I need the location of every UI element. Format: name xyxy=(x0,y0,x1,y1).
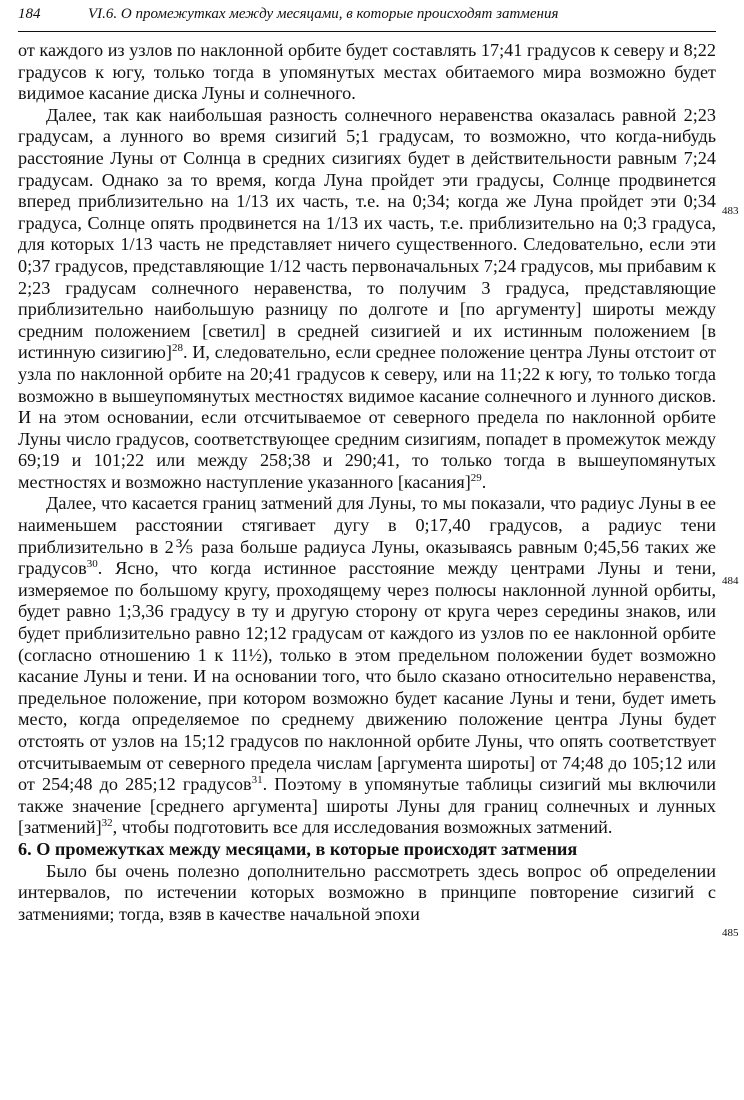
margin-number-484: 484 xyxy=(722,575,739,587)
footnote-ref-30: 30 xyxy=(86,558,98,571)
paragraph-1 xyxy=(18,40,716,105)
header-rule xyxy=(18,31,716,32)
footnote-ref-29: 29 xyxy=(470,471,482,484)
paragraph-3-text-b: . Ясно, что когда истинное расстояние между центрами Луны и тени, измеряемое по большому кругу, проходящему через полюсы наклонной лунной орбиты, будет равно 1;3,36 градусу в ту и другую сторону от круга через середины знаков, или будет приблизительно равно 12;12 градусам от каждого из узлов по ее наклонной орбите (согласно отношению 1 к 11½), только в этом предельном положении будет возможно касание Луны и тени. И на основании того, что было сказано относительно неравенства, предельное положение, при котором возможно будет касание Луны и тени, будет иметь место, когда определяемое по среднему движению положение центра Луны будет отстоять от узлов на 15;12 градусов по наклонной орбите Луны, что опять соответствует отсчитываемым от северного предела числам [аргумента широты] от 74;48 до 105;12 или от 254;48 до 285;12 градусов xyxy=(18,558,716,795)
paragraph-3 xyxy=(18,493,716,839)
page-number: 184 xyxy=(18,6,41,22)
margin-number-485: 485 xyxy=(722,927,739,939)
paragraph-2-text-c: . xyxy=(481,471,487,492)
margin-number-483: 483 xyxy=(722,205,739,217)
paragraph-3-text-a: Далее, что касается границ затмений для Луны, то мы показали, что радиус Луны в ее наименьшем расстоянии стягивает дугу в 0;17,40 градусов, а радиус тени приблизительно в 2⅗ раза больше радиуса Луны, оказываясь равным 0;45,56 таких же градусов xyxy=(18,493,716,579)
paragraph-4: Было бы очень полезно дополнительно рассмотреть здесь вопрос об определении интервалов, по истечении которых возможно в принципе повторение сизигий с затмениями; тогда, взяв в качестве начальной эпохи xyxy=(18,860,716,924)
paragraph-1-text: от каждого из узлов по наклонной орбите будет составлять 17;41 градусов к северу и 8;22 градусов к югу, только тогда в упомянутых местах обитаемого мира возможно будет видимое касание диска Луны и солнечного. xyxy=(18,40,716,104)
paragraph-2 xyxy=(18,105,716,494)
footnote-ref-32: 32 xyxy=(101,817,113,830)
running-header xyxy=(18,2,716,26)
paragraph-3-text-c: . Поэтому в упомянутые таблицы сизигий мы включили также значение [среднего аргумента] широты Луны для границ солнечных и лунных [затмений] xyxy=(18,774,716,838)
paragraph-2-text-b: . И, следовательно, если среднее положение центра Луны отстоит от узла по наклонной орбите на 20;41 градусов к северу, или на 11;22 к югу, то только тогда возможно в вышеупомянутых местностях видимое касание солнечного и лунного дисков. И на этом основании, если отсчитываемое от северного предела по наклонной орбите Луны число градусов, соответствующее средним сизигиям, попадет в промежуток между 69;19 и 101;22 или между 258;38 и 290;41, то только тогда в вышеупомянутых местностях и возможно наступление указанного [касания] xyxy=(18,342,716,492)
footnote-ref-28: 28 xyxy=(171,342,183,355)
footnote-ref-31: 31 xyxy=(251,774,263,787)
running-title: VI.6. О промежутках между месяцами, в которые происходят затмения xyxy=(88,6,559,22)
paragraph-2-text-a: Далее, так как наибольшая разность солнечного неравенства оказалась равной 2;23 градусам, а лунного во время сизигий 5;1 градусам, то возможно, что когда-нибудь расстояние Луны от Солнца в средних сизигиях будет в действительности равным 7;24 градусам. Однако за то время, когда Луна пройдет эти градусы, Солнце продвинется вперед приблизительно на 1/13 их часть, т.е. на 0;34; когда же Луна пройдет эти 0;34 градуса, Солнце опять продвинется на 1/13 их часть, т.е. приблизительно на 0;3 градуса, для которых 1/13 часть не представляет ничего существенного. Следовательно, если эти 0;37 градусов, представляющие 1/12 часть первоначальных 7;24 градусов, мы прибавим к 2;23 градусам солнечного неравенства, то получим 3 градуса, представляющие приблизительно наибольшую разницу по долготе и [по аргументу] широты между средним положением [светил] в средней сизигией и их истинным положением [в истинную сизигию] xyxy=(18,104,716,363)
paragraph-3-text-d: , чтобы подготовить все для исследования возможных затмений. xyxy=(112,817,613,838)
section-heading: 6. О промежутках между месяцами, в которые происходят затмения xyxy=(18,838,578,859)
body-text xyxy=(18,40,716,925)
